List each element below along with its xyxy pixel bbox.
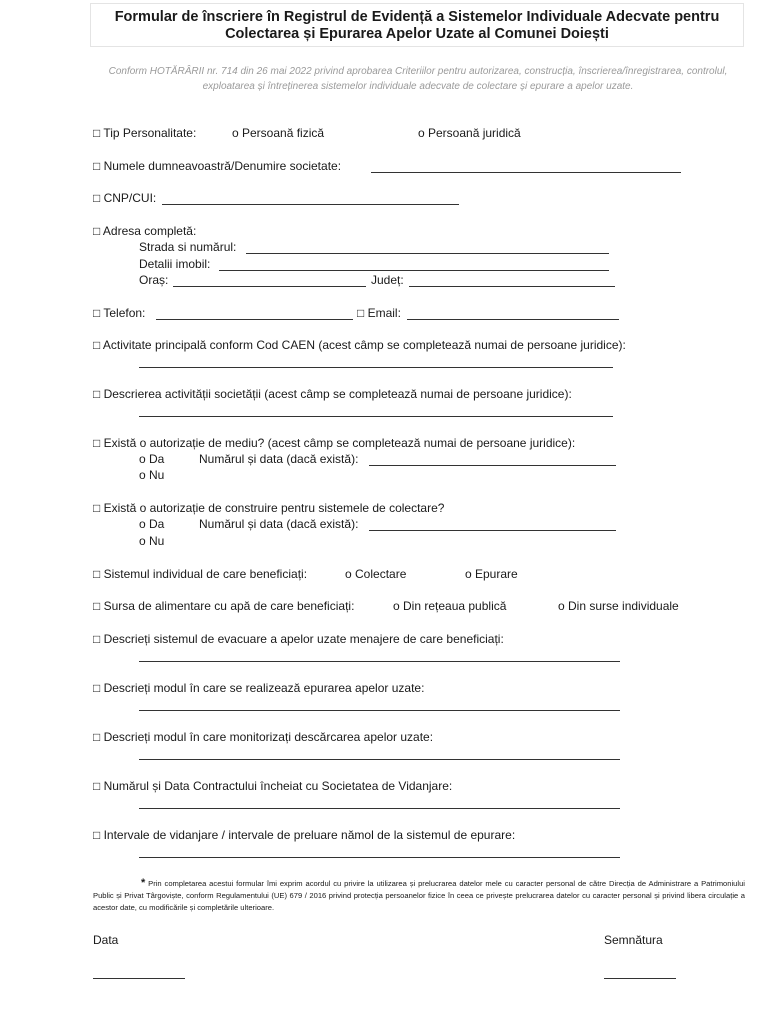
cnp-field[interactable] xyxy=(162,204,459,205)
epurare-radio[interactable]: o Epurare xyxy=(465,567,518,581)
epurare-mod-label: □ Descrieți modul în care se realizează epurarea apelor uzate: xyxy=(93,681,425,695)
retea-publica-radio[interactable]: o Din rețeaua publică xyxy=(393,599,507,613)
descriere-activitate-label: □ Descrierea activității societății (acest câmp se completează numai de persoane juridice): xyxy=(93,387,572,401)
autorizatie-mediu-numar-label: Numărul și data (dacă există): xyxy=(199,452,359,466)
telefon-field[interactable] xyxy=(156,319,353,320)
descriere-activitate-field[interactable] xyxy=(139,416,613,417)
epurare-mod-field[interactable] xyxy=(139,710,620,711)
semnatura-field[interactable] xyxy=(604,978,676,979)
judet-field[interactable] xyxy=(409,286,615,287)
nume-label: □ Numele dumneavoastră/Denumire societate: xyxy=(93,159,342,173)
oras-label: Oraș: xyxy=(139,273,169,287)
cnp-label: □ CNP/CUI: xyxy=(93,191,157,205)
monitorizare-label: □ Descrieți modul în care monitorizați descărcarea apelor uzate: xyxy=(93,730,434,744)
autorizatie-construire-nu-radio[interactable]: o Nu xyxy=(139,534,165,548)
email-label: □ Email: xyxy=(357,306,401,320)
disclaimer-asterisk: * xyxy=(141,877,146,889)
autorizatie-construire-numar-label: Numărul și data (dacă există): xyxy=(199,517,359,531)
contract-vidanjare-label: □ Numărul și Data Contractului încheiat cu Societatea de Vidanjare: xyxy=(93,779,453,793)
sursa-apa-label: □ Sursa de alimentare cu apă de care beneficiați: xyxy=(93,599,355,613)
intervale-vidanjare-label: □ Intervale de vidanjare / intervale de preluare nămol de la sistemul de epurare: xyxy=(93,828,516,842)
autorizatie-construire-numar-field[interactable] xyxy=(369,530,616,531)
legal-reference: Conform HOTĂRÂRII nr. 714 din 26 mai 2022 privind aprobarea Criteriilor pentru autorizarea, construcția, înscrierea/înregistrarea, controlul, exploatarea și întreținerea sistemelor individuale adecvate de colectare și epurare a apelor uzate. xyxy=(108,66,728,92)
form-title-line1: Formular de înscriere în Registrul de Evidență a Sistemelor Individuale Adecvate pentru xyxy=(114,9,720,25)
data-label: Data xyxy=(93,933,119,947)
strada-field[interactable] xyxy=(246,253,609,254)
detalii-imobil-label: Detalii imobil: xyxy=(139,257,211,271)
activitate-caen-field[interactable] xyxy=(139,367,613,368)
monitorizare-field[interactable] xyxy=(139,759,620,760)
adresa-label: □ Adresa completă: xyxy=(93,224,197,238)
judet-label: Județ: xyxy=(371,273,404,287)
oras-field[interactable] xyxy=(173,286,366,287)
autorizatie-mediu-da-radio[interactable]: o Da xyxy=(139,452,165,466)
detalii-imobil-field[interactable] xyxy=(219,270,609,271)
surse-individuale-radio[interactable]: o Din surse individuale xyxy=(558,599,679,613)
form-title xyxy=(90,3,744,47)
autorizatie-mediu-label: □ Există o autorizație de mediu? (acest câmp se completează numai de persoane juridice): xyxy=(93,436,576,450)
persoana-juridica-radio[interactable]: o Persoană juridică xyxy=(418,126,521,140)
contract-vidanjare-field[interactable] xyxy=(139,808,620,809)
evacuare-field[interactable] xyxy=(139,661,620,662)
disclaimer-text: Prin completarea acestui formular îmi exprim acordul cu privire la utilizarea și prelucrarea datelor mele cu caracter personal de către Direcția de Administrare a Patrimoniului Public și Privat Târgoviște, conform Regulamentului (UE) 679 / 2016 privind protecția persoanelor fizice în ceea ce privește prelucrarea datelor cu caracter personal și privind libera circulație a acestor date, cu modificările și completările ulterioare. xyxy=(93,879,745,912)
telefon-label: □ Telefon: xyxy=(93,306,146,320)
sistem-individual-label: □ Sistemul individual de care beneficiați: xyxy=(93,567,308,581)
autorizatie-mediu-numar-field[interactable] xyxy=(369,465,616,466)
colectare-radio[interactable]: o Colectare xyxy=(345,567,407,581)
autorizatie-mediu-nu-radio[interactable]: o Nu xyxy=(139,468,165,482)
autorizatie-construire-label: □ Există o autorizație de construire pentru sistemele de colectare? xyxy=(93,501,445,515)
evacuare-label: □ Descrieți sistemul de evacuare a apelor uzate menajere de care beneficiați: xyxy=(93,632,504,646)
data-field[interactable] xyxy=(93,978,185,979)
persoana-fizica-radio[interactable]: o Persoană fizică xyxy=(232,126,325,140)
gdpr-disclaimer xyxy=(93,877,745,914)
tip-personalitate-label: □ Tip Personalitate: xyxy=(93,126,197,140)
nume-field[interactable] xyxy=(371,172,681,173)
activitate-caen-label: □ Activitate principală conform Cod CAEN (acest câmp se completează numai de persoane juridice): xyxy=(93,338,626,352)
email-field[interactable] xyxy=(407,319,619,320)
intervale-vidanjare-field[interactable] xyxy=(139,857,620,858)
strada-label: Strada si numărul: xyxy=(139,240,237,254)
semnatura-label: Semnătura xyxy=(604,933,663,947)
form-title-line2: Colectarea și Epurarea Apelor Uzate al Comunei Doiești xyxy=(225,26,609,42)
autorizatie-construire-da-radio[interactable]: o Da xyxy=(139,517,165,531)
